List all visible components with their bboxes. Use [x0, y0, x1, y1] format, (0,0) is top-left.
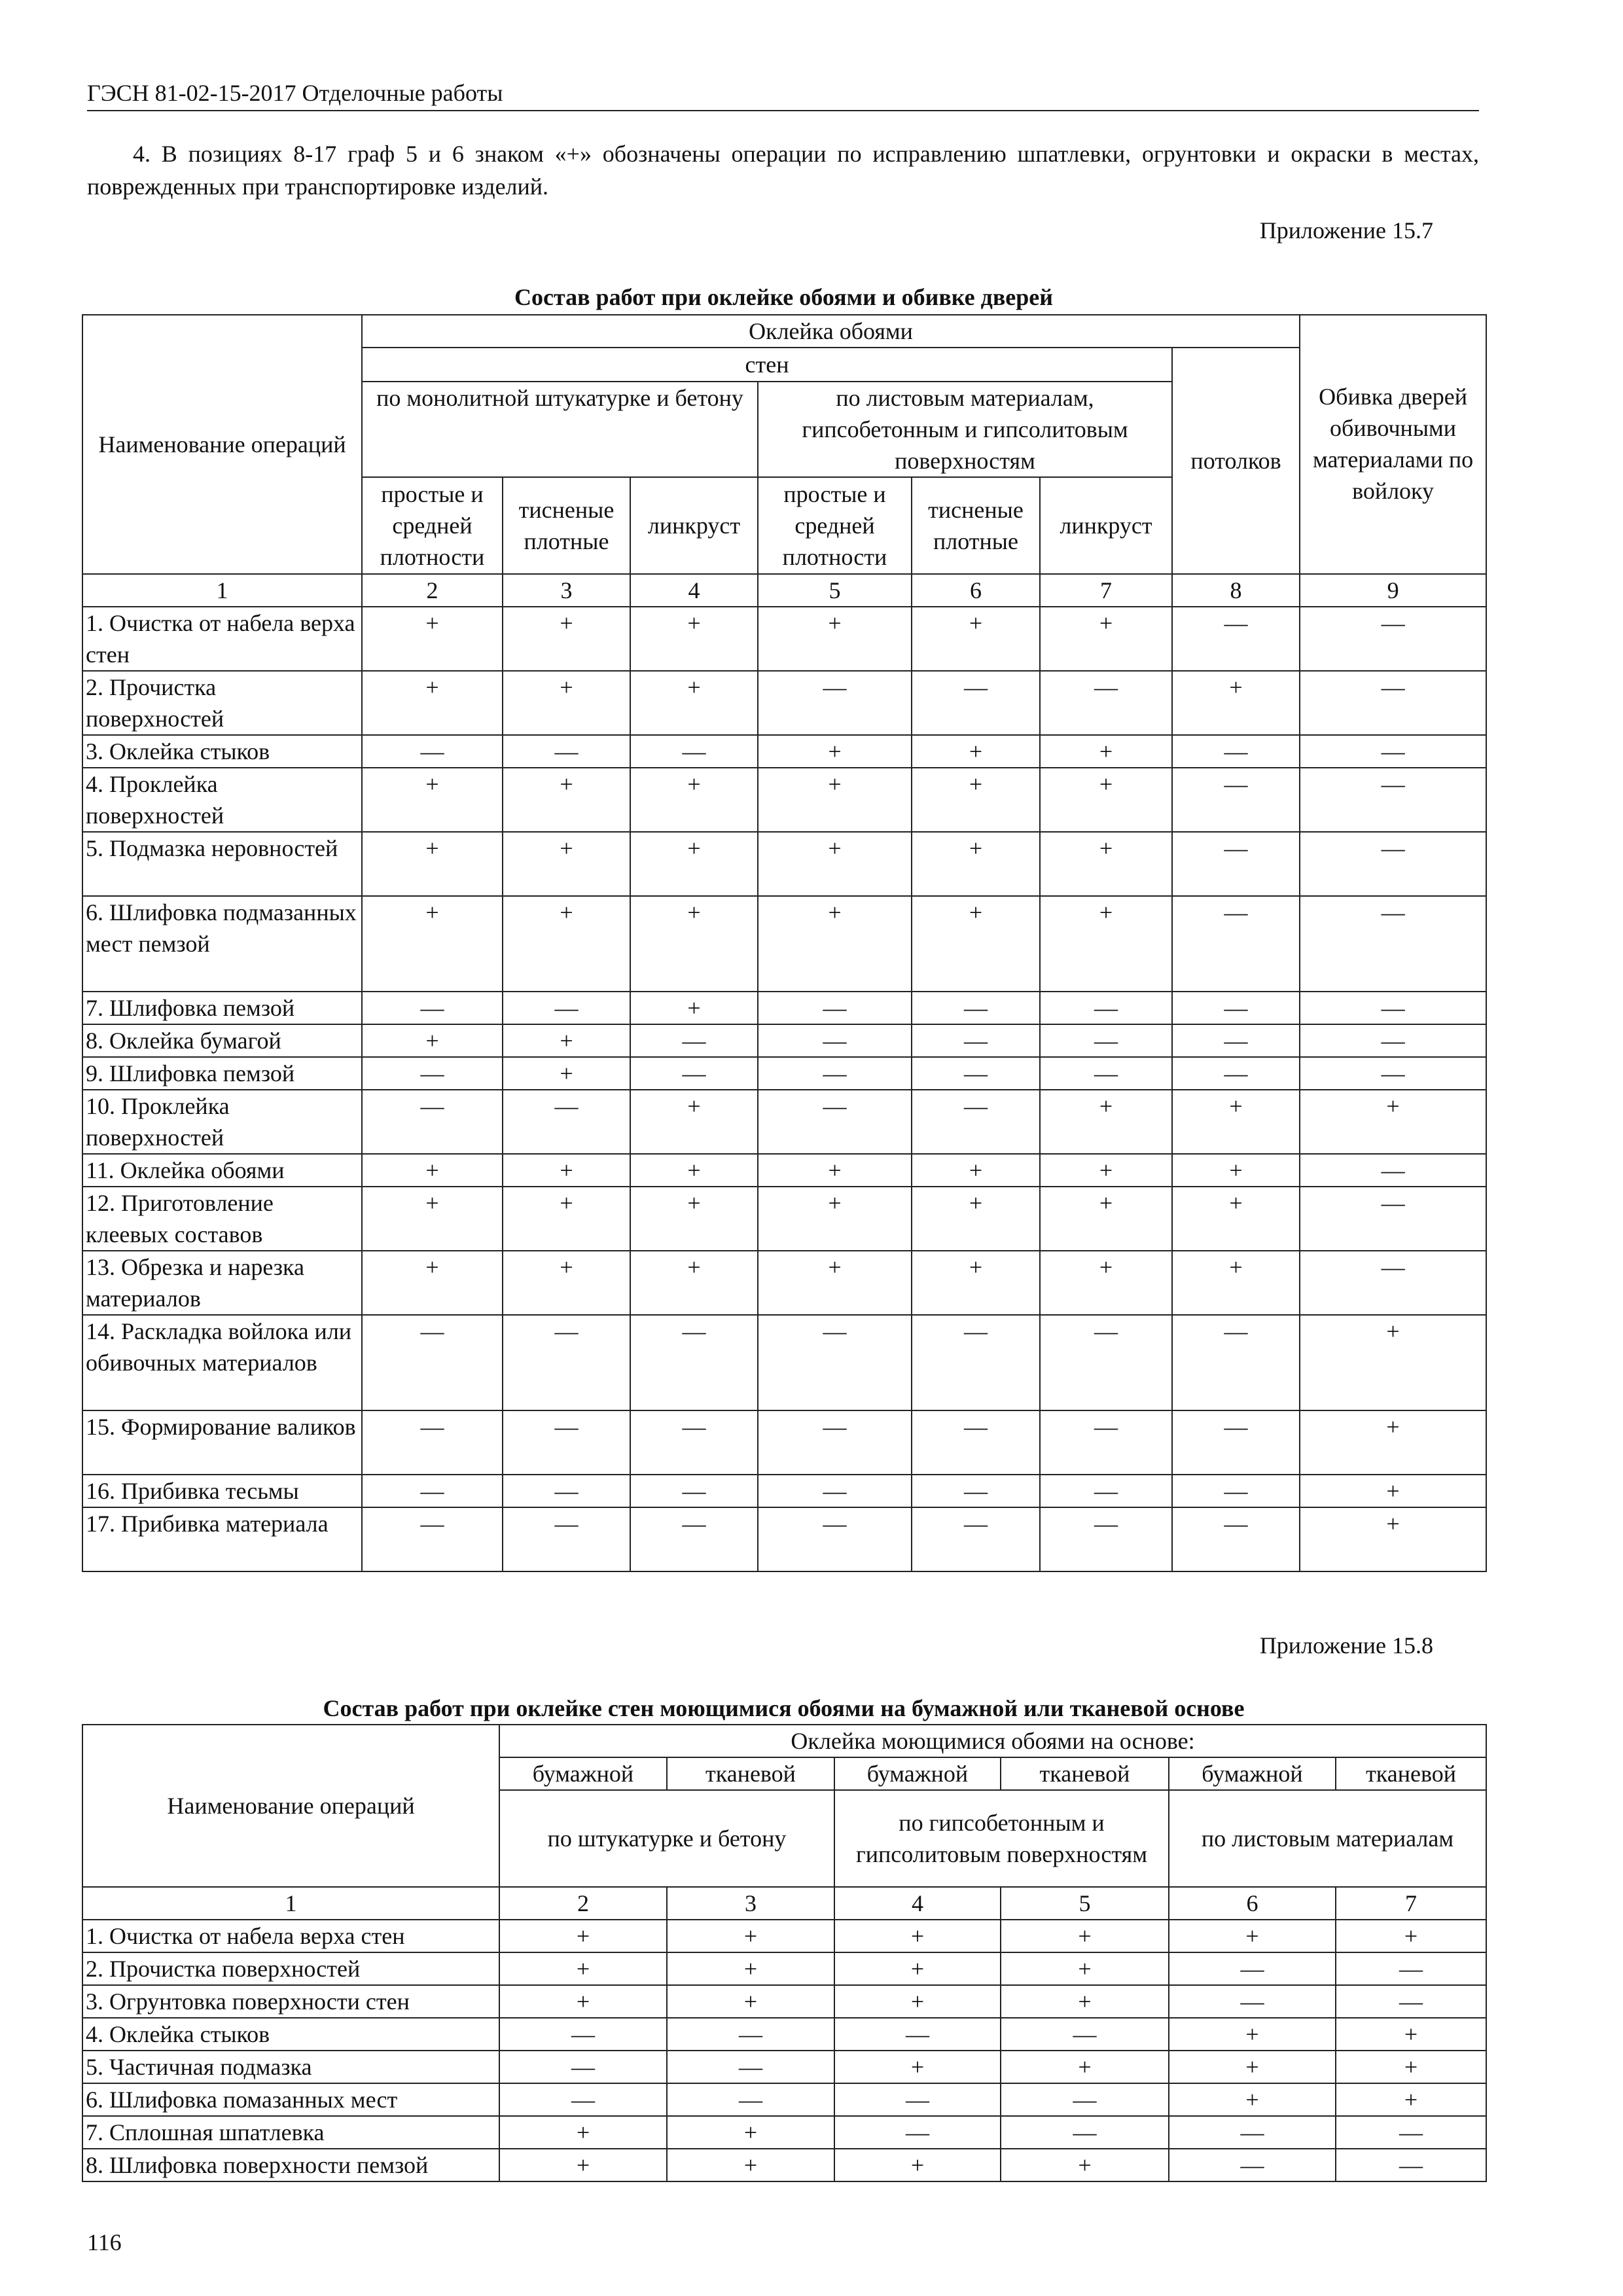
operation-mark: + — [503, 1251, 630, 1315]
operation-mark: + — [1001, 1985, 1169, 2018]
operation-mark: + — [1040, 1187, 1172, 1251]
column-number: 1 — [82, 574, 362, 607]
operation-mark: + — [503, 1187, 630, 1251]
header-ceilings: потолков — [1172, 348, 1300, 574]
operation-mark: + — [758, 768, 912, 832]
table-row — [82, 1507, 1486, 1571]
operation-mark: — — [834, 2116, 1001, 2149]
table-row — [82, 607, 1486, 671]
operation-mark: — — [1172, 607, 1300, 671]
operation-mark: + — [758, 1251, 912, 1315]
operation-mark: — — [667, 2018, 834, 2051]
operation-mark: + — [499, 1920, 667, 1952]
operation-mark: + — [630, 1090, 758, 1154]
operation-mark: — — [362, 1090, 503, 1154]
table-row — [82, 1251, 1486, 1315]
operation-name: 1. Очистка от набела верха стен — [82, 1920, 499, 1952]
operation-mark: + — [834, 1920, 1001, 1952]
operation-name: 13. Обрезка и нарезка материалов — [82, 1251, 362, 1315]
table-row — [82, 735, 1486, 768]
operation-mark: — — [1300, 607, 1486, 671]
header-monolithic-plaster: по монолитной штукатурке и бетону — [362, 382, 758, 477]
operation-mark: — — [1300, 671, 1486, 735]
operation-mark: — — [630, 1507, 758, 1571]
operation-mark: + — [912, 1187, 1040, 1251]
operation-mark: — — [834, 2083, 1001, 2116]
operation-mark: — — [912, 1410, 1040, 1475]
operation-mark: — — [1172, 1410, 1300, 1475]
operation-mark: + — [499, 2116, 667, 2149]
operation-mark: + — [1001, 2149, 1169, 2181]
operation-mark: — — [1040, 1057, 1172, 1090]
operation-mark: + — [1040, 1154, 1172, 1187]
operation-mark: + — [758, 735, 912, 768]
operation-name: 11. Оклейка обоями — [82, 1154, 362, 1187]
operation-mark: + — [1300, 1507, 1486, 1571]
operation-name: 2. Прочистка поверхностей — [82, 671, 362, 735]
operation-mark: + — [1040, 896, 1172, 992]
operation-mark: + — [362, 671, 503, 735]
column-number: 1 — [82, 1887, 499, 1920]
operation-mark: — — [1172, 1057, 1300, 1090]
operation-mark: + — [667, 1985, 834, 2018]
operation-mark: + — [499, 1985, 667, 2018]
operation-mark: + — [912, 768, 1040, 832]
operation-mark: — — [1172, 832, 1300, 896]
operation-mark: — — [1300, 768, 1486, 832]
header-paper-1: бумажной — [499, 1757, 667, 1790]
operation-mark: + — [1336, 1920, 1486, 1952]
operation-mark: — — [499, 2083, 667, 2116]
header-gypsum-surfaces: по гипсобетонным и гипсолитовым поверхностям — [834, 1790, 1169, 1887]
operation-mark: — — [362, 1057, 503, 1090]
header-fabric-2: тканевой — [1001, 1757, 1169, 1790]
operation-mark: — — [630, 1315, 758, 1410]
operation-mark: — — [503, 1410, 630, 1475]
operation-mark: — — [1300, 896, 1486, 992]
operation-mark: — — [912, 992, 1040, 1024]
operation-name: 10. Проклейка поверхностей — [82, 1090, 362, 1154]
table-row — [82, 1952, 1486, 1985]
operation-mark: — — [1172, 992, 1300, 1024]
column-number: 4 — [630, 574, 758, 607]
header-washable-wallpaper: Оклейка моющимися обоями на основе: — [499, 1725, 1486, 1757]
operation-mark: + — [499, 1952, 667, 1985]
operation-mark: + — [1172, 1090, 1300, 1154]
operation-mark: + — [362, 1154, 503, 1187]
operation-mark: — — [912, 1057, 1040, 1090]
operation-mark: — — [758, 1507, 912, 1571]
operation-mark: + — [630, 1251, 758, 1315]
operation-mark: + — [362, 1024, 503, 1057]
operation-mark: + — [1040, 735, 1172, 768]
operation-mark: — — [1336, 2116, 1486, 2149]
header-paper-3: бумажной — [1169, 1757, 1336, 1790]
operation-mark: + — [758, 607, 912, 671]
operation-mark: + — [1169, 2051, 1336, 2083]
operation-mark: + — [912, 735, 1040, 768]
operation-mark: — — [912, 1024, 1040, 1057]
operation-mark: + — [1172, 671, 1300, 735]
operation-mark: — — [499, 2051, 667, 2083]
operation-mark: — — [362, 1475, 503, 1507]
column-number: 9 — [1300, 574, 1486, 607]
operation-mark: — — [1169, 1985, 1336, 2018]
operation-mark: + — [1336, 2051, 1486, 2083]
operation-name: 16. Прибивка тесьмы — [82, 1475, 362, 1507]
operation-name: 17. Прибивка материала — [82, 1507, 362, 1571]
operation-mark: — — [1040, 992, 1172, 1024]
operation-name: 15. Формирование валиков — [82, 1410, 362, 1475]
operation-mark: + — [912, 1154, 1040, 1187]
operation-mark: + — [758, 1154, 912, 1187]
operation-mark: — — [1172, 1475, 1300, 1507]
operation-name: 14. Раскладка войлока или обивочных материалов — [82, 1315, 362, 1410]
header-sheet-materials: по листовым материалам, гипсобетонным и гипсолитовым поверхностям — [758, 382, 1172, 477]
header-operation-name: Наименование операций — [82, 315, 362, 574]
operation-mark: — — [1300, 1251, 1486, 1315]
operation-name: 3. Оклейка стыков — [82, 735, 362, 768]
operation-mark: + — [630, 832, 758, 896]
operation-name: 5. Частичная подмазка — [82, 2051, 499, 2083]
operation-mark: — — [1040, 1315, 1172, 1410]
header-paper-2: бумажной — [834, 1757, 1001, 1790]
header-fabric-3: тканевой — [1336, 1757, 1486, 1790]
operation-mark: — — [758, 1024, 912, 1057]
table-row — [82, 1057, 1486, 1090]
operation-name: 3. Огрунтовка поверхности стен — [82, 1985, 499, 2018]
column-number: 2 — [499, 1887, 667, 1920]
column-number: 3 — [667, 1887, 834, 1920]
table-row — [82, 1154, 1486, 1187]
operation-mark: + — [667, 2116, 834, 2149]
table-row — [82, 2149, 1486, 2181]
table-row — [82, 2116, 1486, 2149]
operation-mark: + — [667, 1920, 834, 1952]
operation-name: 9. Шлифовка пемзой — [82, 1057, 362, 1090]
operation-mark: — — [1300, 992, 1486, 1024]
header-lincrusta-2: линкруст — [1040, 477, 1172, 574]
operation-mark: + — [667, 1952, 834, 1985]
table-row — [82, 832, 1486, 896]
table1-caption: Состав работ при оклейке обоями и обивке дверей — [514, 284, 1053, 310]
table-row — [82, 1024, 1486, 1057]
operation-mark: — — [1040, 1507, 1172, 1571]
operation-mark: + — [834, 1985, 1001, 2018]
operation-mark: + — [1169, 2018, 1336, 2051]
operation-name: 4. Проклейка поверхностей — [82, 768, 362, 832]
operation-mark: — — [1001, 2116, 1169, 2149]
page-number: 116 — [87, 2229, 122, 2255]
operation-mark: — — [1040, 1410, 1172, 1475]
operation-mark: — — [503, 992, 630, 1024]
operation-mark: — — [912, 1090, 1040, 1154]
operation-mark: + — [834, 2149, 1001, 2181]
operation-mark: + — [834, 2051, 1001, 2083]
operation-mark: + — [758, 896, 912, 992]
operation-mark: + — [362, 896, 503, 992]
operation-mark: + — [1172, 1187, 1300, 1251]
operation-mark: — — [1172, 1315, 1300, 1410]
operation-mark: + — [630, 1187, 758, 1251]
operation-mark: — — [1300, 1154, 1486, 1187]
column-number: 4 — [834, 1887, 1001, 1920]
operation-mark: — — [362, 1410, 503, 1475]
header-wallpaper: Оклейка обоями — [362, 315, 1300, 348]
operation-mark: + — [912, 896, 1040, 992]
operation-mark: — — [630, 1024, 758, 1057]
header-door-upholstery: Обивка дверей обивочными материалами по войлоку — [1300, 315, 1486, 574]
operation-mark: + — [1040, 768, 1172, 832]
operation-name: 7. Сплошная шпатлевка — [82, 2116, 499, 2149]
operation-mark: — — [912, 1507, 1040, 1571]
operation-mark: — — [362, 735, 503, 768]
operation-mark: + — [630, 671, 758, 735]
operation-mark: + — [1040, 1251, 1172, 1315]
operation-mark: — — [1172, 896, 1300, 992]
operation-mark: + — [503, 1154, 630, 1187]
table-row — [82, 2018, 1486, 2051]
table-row — [82, 671, 1486, 735]
operation-name: 7. Шлифовка пемзой — [82, 992, 362, 1024]
operation-name: 4. Оклейка стыков — [82, 2018, 499, 2051]
column-number: 5 — [1001, 1887, 1169, 1920]
operation-mark: + — [1300, 1315, 1486, 1410]
operation-mark: — — [499, 2018, 667, 2051]
operation-mark: — — [362, 1315, 503, 1410]
operation-mark: + — [758, 832, 912, 896]
operation-mark: — — [503, 1507, 630, 1571]
operation-mark: — — [630, 1410, 758, 1475]
operation-mark: + — [912, 1251, 1040, 1315]
operation-mark: + — [1172, 1154, 1300, 1187]
table-row — [82, 768, 1486, 832]
operation-mark: — — [758, 671, 912, 735]
operation-mark: + — [1300, 1090, 1486, 1154]
column-number: 6 — [1169, 1887, 1336, 1920]
operation-mark: + — [1001, 2051, 1169, 2083]
header-walls: стен — [362, 348, 1172, 382]
operation-mark: + — [1040, 832, 1172, 896]
operation-mark: — — [1169, 1952, 1336, 1985]
operation-mark: — — [1172, 1507, 1300, 1571]
operation-mark: + — [630, 896, 758, 992]
table-row — [82, 896, 1486, 992]
operation-mark: — — [1300, 1024, 1486, 1057]
operation-mark: — — [758, 992, 912, 1024]
operation-mark: + — [503, 1024, 630, 1057]
operation-mark: — — [758, 1315, 912, 1410]
operation-mark: — — [1300, 1187, 1486, 1251]
operation-mark: + — [503, 768, 630, 832]
operation-mark: — — [503, 1315, 630, 1410]
operation-mark: — — [758, 1410, 912, 1475]
table-row — [82, 1920, 1486, 1952]
operation-mark: + — [1040, 607, 1172, 671]
operation-mark: + — [1001, 1952, 1169, 1985]
operation-mark: — — [912, 671, 1040, 735]
operation-mark: — — [1169, 2116, 1336, 2149]
operation-mark: — — [1300, 1057, 1486, 1090]
operation-mark: + — [503, 832, 630, 896]
operation-mark: + — [1300, 1475, 1486, 1507]
operation-mark: + — [834, 1952, 1001, 1985]
operation-mark: — — [1336, 1985, 1486, 2018]
column-numbers-row-2 — [82, 1887, 1486, 1920]
operation-mark: + — [1336, 2018, 1486, 2051]
table-row — [82, 1475, 1486, 1507]
operation-mark: + — [1172, 1251, 1300, 1315]
operation-mark: + — [630, 607, 758, 671]
column-number: 6 — [912, 574, 1040, 607]
operation-mark: + — [362, 607, 503, 671]
table-row — [82, 1187, 1486, 1251]
operation-mark: + — [362, 832, 503, 896]
column-number: 7 — [1336, 1887, 1486, 1920]
operation-mark: + — [1169, 1920, 1336, 1952]
operation-mark: + — [503, 896, 630, 992]
operation-mark: — — [1172, 768, 1300, 832]
operation-mark: + — [667, 2149, 834, 2181]
operation-mark: — — [362, 1507, 503, 1571]
operation-name: 6. Шлифовка помазанных мест — [82, 2083, 499, 2116]
appendix-label-15-7: Приложение 15.7 — [1259, 217, 1433, 243]
operation-mark: — — [630, 1057, 758, 1090]
operation-mark: — — [1169, 2149, 1336, 2181]
operation-mark: — — [503, 1090, 630, 1154]
header-sheet-materials-2: по листовым материалам — [1169, 1790, 1486, 1887]
operation-mark: — — [758, 1057, 912, 1090]
column-numbers-row — [82, 574, 1486, 607]
operation-name: 12. Приготовление клеевых составов — [82, 1187, 362, 1251]
operation-mark: + — [503, 607, 630, 671]
operation-mark: + — [758, 1187, 912, 1251]
operation-mark: — — [667, 2051, 834, 2083]
operation-mark: + — [1001, 1920, 1169, 1952]
operation-mark: — — [1300, 735, 1486, 768]
operation-mark: — — [912, 1475, 1040, 1507]
table-row — [82, 992, 1486, 1024]
operation-mark: + — [362, 1251, 503, 1315]
operation-mark: — — [834, 2018, 1001, 2051]
operation-mark: — — [1172, 1024, 1300, 1057]
table-wallpaper-and-doors — [82, 314, 1487, 1572]
operation-mark: — — [912, 1315, 1040, 1410]
table-washable-wallpaper — [82, 1724, 1487, 2182]
operation-mark: — — [1300, 832, 1486, 896]
operation-mark: — — [758, 1090, 912, 1154]
table-row — [82, 2051, 1486, 2083]
operation-mark: — — [1172, 735, 1300, 768]
operation-mark: — — [758, 1475, 912, 1507]
operation-mark: — — [362, 992, 503, 1024]
operation-mark: + — [912, 607, 1040, 671]
header-embossed-2: тисненые плотные — [912, 477, 1040, 574]
operation-mark: — — [1040, 1475, 1172, 1507]
operation-mark: + — [362, 1187, 503, 1251]
column-number: 3 — [503, 574, 630, 607]
operation-mark: — — [667, 2083, 834, 2116]
appendix-label-15-8: Приложение 15.8 — [1259, 1632, 1433, 1659]
table-row — [82, 1410, 1486, 1475]
operation-name: 6. Шлифовка подмазанных мест пемзой — [82, 896, 362, 992]
operation-mark: — — [630, 735, 758, 768]
table-row — [82, 1090, 1486, 1154]
operation-name: 8. Шлифовка поверхности пемзой — [82, 2149, 499, 2181]
operation-name: 1. Очистка от набела верха стен — [82, 607, 362, 671]
header-operation-name-2: Наименование операций — [82, 1725, 499, 1887]
operation-mark: — — [1040, 671, 1172, 735]
header-simple-medium-2: простые и средней плотности — [758, 477, 912, 574]
column-number: 5 — [758, 574, 912, 607]
operation-name: 5. Подмазка неровностей — [82, 832, 362, 896]
header-simple-medium-1: простые и средней плотности — [362, 477, 503, 574]
table2-caption: Состав работ при оклейке стен моющимися обоями на бумажной или тканевой основе — [323, 1695, 1245, 1721]
operation-mark: + — [912, 832, 1040, 896]
column-number: 8 — [1172, 574, 1300, 607]
operation-mark: — — [1001, 2083, 1169, 2116]
header-lincrusta-1: линкруст — [630, 477, 758, 574]
note-paragraph: 4. В позициях 8-17 граф 5 и 6 знаком «+» обозначены операции по исправлению шпатлевки, огрунтовки и окраски в местах, поврежденных при транспортировке изделий. — [87, 141, 1479, 200]
running-header: ГЭСН 81-02-15-2017 Отделочные работы — [87, 77, 1479, 111]
operation-mark: + — [1336, 2083, 1486, 2116]
operation-mark: + — [362, 768, 503, 832]
operation-mark: + — [1169, 2083, 1336, 2116]
operation-mark: + — [1300, 1410, 1486, 1475]
column-number: 7 — [1040, 574, 1172, 607]
table-row — [82, 2083, 1486, 2116]
table-row — [82, 1985, 1486, 2018]
operation-mark: — — [630, 1475, 758, 1507]
operation-mark: + — [630, 992, 758, 1024]
table-row — [82, 1315, 1486, 1410]
operation-mark: — — [1336, 2149, 1486, 2181]
operation-mark: + — [499, 2149, 667, 2181]
operation-name: 8. Оклейка бумагой — [82, 1024, 362, 1057]
operation-mark: — — [1040, 1024, 1172, 1057]
operation-mark: + — [630, 1154, 758, 1187]
header-embossed-1: тисненые плотные — [503, 477, 630, 574]
column-number: 2 — [362, 574, 503, 607]
operation-mark: + — [1040, 1090, 1172, 1154]
header-plaster-concrete: по штукатурке и бетону — [499, 1790, 834, 1887]
operation-mark: — — [1001, 2018, 1169, 2051]
operation-mark: — — [503, 1475, 630, 1507]
operation-mark: + — [503, 1057, 630, 1090]
operation-mark: — — [1336, 1952, 1486, 1985]
operation-mark: + — [630, 768, 758, 832]
operation-mark: + — [503, 671, 630, 735]
operation-name: 2. Прочистка поверхностей — [82, 1952, 499, 1985]
header-fabric-1: тканевой — [667, 1757, 834, 1790]
operation-mark: — — [503, 735, 630, 768]
